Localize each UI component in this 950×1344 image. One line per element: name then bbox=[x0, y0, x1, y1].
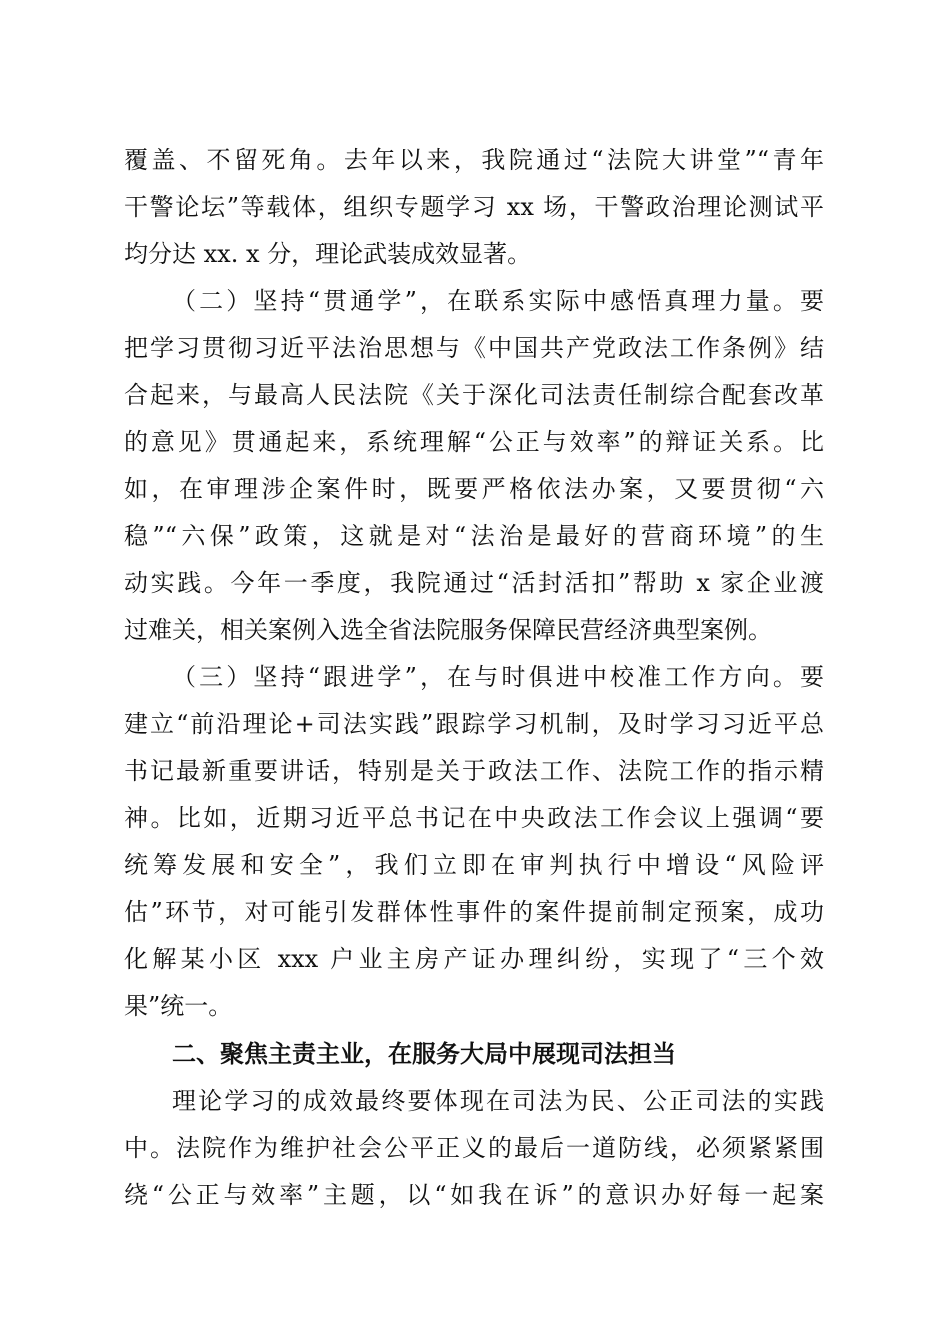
paragraph-line: 把学习贯彻习近平法治思想与《中国共产党政法工作条例》结 bbox=[124, 334, 824, 362]
paragraph-line: 化解某小区 xxx 户业主房产证办理纠纷，实现了“三个效 bbox=[124, 945, 824, 973]
paragraph-line: 统筹发展和安全”，我们立即在审判执行中增设“风险评 bbox=[124, 851, 824, 879]
paragraph-line: 建立“前沿理论+司法实践”跟踪学习机制，及时学习习近平总 bbox=[124, 710, 824, 738]
section-lead-line: （二）坚持“贯通学”，在联系实际中感悟真理力量。要 bbox=[172, 287, 824, 315]
paragraph-line: 果”统一。 bbox=[124, 992, 233, 1020]
paragraph-line: 绕“公正与效率”主题，以“如我在诉”的意识办好每一起案 bbox=[124, 1181, 824, 1209]
paragraph-line: 如，在审理涉企案件时，既要严格依法办案，又要贯彻“六 bbox=[124, 475, 824, 503]
paragraph-line: 书记最新重要讲话，特别是关于政法工作、法院工作的指示精 bbox=[124, 757, 824, 785]
paragraph-line: 稳”“六保”政策，这就是对“法治是最好的营商环境”的生 bbox=[124, 522, 824, 550]
paragraph-line: 动实践。今年一季度，我院通过“活封活扣”帮助 x 家企业渡 bbox=[124, 569, 824, 597]
paragraph-line: 中。法院作为维护社会公平正义的最后一道防线，必须紧紧围 bbox=[124, 1134, 824, 1162]
paragraph-line: 合起来，与最高人民法院《关于深化司法责任制综合配套改革 bbox=[124, 381, 824, 409]
paragraph-line: 估”环节，对可能引发群体性事件的案件提前制定预案，成功 bbox=[124, 898, 824, 926]
paragraph-line: 的意见》贯通起来，系统理解“公正与效率”的辩证关系。比 bbox=[124, 428, 824, 456]
paragraph-line: 覆盖、不留死角。去年以来，我院通过“法院大讲堂”“青年 bbox=[124, 146, 824, 174]
section-lead-line: （三）坚持“跟进学”，在与时俱进中校准工作方向。要 bbox=[172, 663, 824, 691]
paragraph-line: 理论学习的成效最终要体现在司法为民、公正司法的实践 bbox=[172, 1087, 824, 1115]
paragraph-line: 干警论坛”等载体，组织专题学习 xx 场，干警政治理论测试平 bbox=[124, 193, 824, 221]
paragraph-line: 神。比如，近期习近平总书记在中央政法工作会议上强调“要 bbox=[124, 804, 824, 832]
section-heading: 二、聚焦主责主业，在服务大局中展现司法担当 bbox=[172, 1040, 676, 1068]
paragraph-line: 过难关，相关案例入选全省法院服务保障民营经济典型案例。 bbox=[124, 616, 772, 644]
paragraph-line: 均分达 xx. x 分，理论武装成效显著。 bbox=[124, 240, 532, 268]
